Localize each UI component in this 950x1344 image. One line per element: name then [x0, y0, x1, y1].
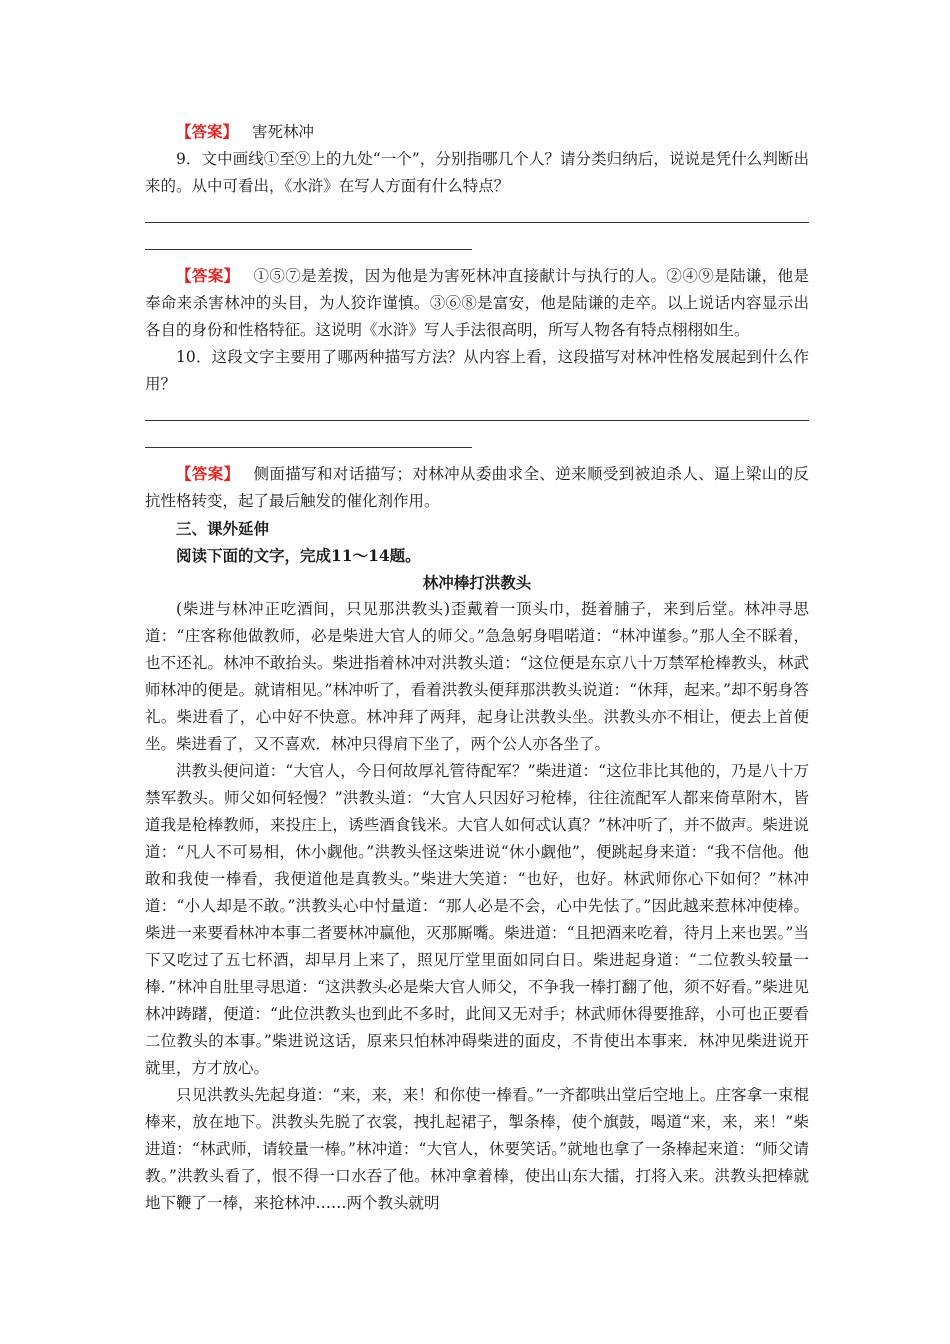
section-heading: 三、课外延伸 [176, 519, 270, 538]
instruction: 阅读下面的文字，完成11～14题。 [176, 546, 421, 565]
question-9: 9．文中画线①至⑨上的九处“一个”，分别指哪几个人？请分类归纳后，说说是凭什么判断出来的。从中可看出，《水浒》在写人方面有什么特点？ [145, 150, 809, 195]
answer-8-text: 害死林冲 [252, 123, 315, 141]
passage-paragraph: 只见洪教头先起身道：“来，来，来！和你使一棒看。”一齐都哄出堂后空地上。庄客拿一束棍棒来，放在地下。洪教头先脱了衣裳，拽扎起裙子，掣条棒，使个旗鼓，喝道“来，来，来！”柴进道：“林武师，请较量一棒。”林冲道：“大官人，休要笑话。”就地也拿了一条棒起来道：“师父请教。”洪教头看了，恨不得一口水吞了他。林冲拿着棒，使出山东大擂，打将入来。洪教头把棒就地下鞭了一棒，来抢林冲……两个教头就明 [145, 1086, 809, 1212]
document-body [145, 118, 809, 1217]
answer-tag: 【答案】 [176, 122, 239, 141]
passage-paragraph: (柴进与林冲正吃酒间，只见那洪教头)歪戴着一顶头巾，挺着脯子，来到后堂。林冲寻思道：“庄客称他做教师，必是柴进大官人的师父。”急急躬身唱喏道：“林冲谨参。”那人全不睬着，也不还礼。林冲不敢抬头。柴进指着林冲对洪教头道：“这位便是东京八十万禁军枪棒教头，林武师林冲的便是。就请相见。”林冲听了，看着洪教头便拜那洪教头说道：“休拜，起来。”却不躬身答礼。柴进看了，心中好不快意。林冲拜了两拜，起身让洪教头坐。洪教头亦不相让，便去上首便坐。柴进看了，又不喜欢．林冲只得肩下坐了，两个公人亦各坐了。 [145, 600, 809, 753]
answer-10-text: 侧面描写和对话描写；对林冲从委曲求全、逆来顺受到被迫杀人、逼上梁山的反抗性格转变，起了最后触发的催化剂作用。 [145, 465, 809, 510]
answer-10 [145, 460, 809, 515]
passage-paragraph: 洪教头便问道：“大官人，今日何故厚礼管待配军？”柴进道：“这位非比其他的，乃是八十万禁军教头。师父如何轻慢？”洪教头道：“大官人只因好习枪棒，往往流配军人都来倚草附木，皆道我是枪棒教师，来投庄上，诱些酒食钱米。大官人如何忒认真？”林冲听了，并不做声。柴进说道：“凡人不可易相，休小觑他。”洪教头怪这柴进说“休小觑他”，便跳起身来道：“我不信他。他敢和我使一棒看，我便道他是真教头。”柴进大笑道：“也好，也好。林武师你心下如何？”林冲道：“小人却是不敢。”洪教头心中忖量道：“那人必是不会，心中先怯了。”因此越来惹林冲使棒。柴进一来要看林冲本事二者要林冲赢他，灭那厮嘴。柴进道：“且把酒来吃着，待月上来也罢。”当下又吃过了五七杯酒，却早月上来了，照见厅堂里面如同白日。柴进起身道：“二位教头较量一棒．”林冲自肚里寻思道：“这洪教头必是柴大官人师父，不争我一棒打翻了他，须不好看。”柴进见林冲踌躇，便道：“此位洪教头也到此不多时，此间又无对手；林武师休得要推辞，小可也正要看二位教头的本事。”柴进说这话，原来只怕林冲碍柴进的面皮，不肯使出本事来．林冲见柴进说开就里，方才放心。 [145, 762, 809, 1077]
answer-9-text: ①⑤⑦是差拨，因为他是为害死林冲直接献计与执行的人。②④⑨是陆谦，他是奉命来杀害林冲的头目，为人狡诈谨慎。③⑥⑧是富安，他是陆谦的走卒。以上说话内容显示出各自的身份和性格特征。这说明《水浒》写人手法很高明，所写人物各有特点栩栩如生。 [145, 267, 809, 339]
answer-tag: 【答案】 [176, 464, 240, 483]
answer-tag: 【答案】 [176, 266, 240, 285]
passage-title: 林冲棒打洪教头 [422, 573, 532, 592]
answer-8 [145, 118, 809, 146]
answer-9 [145, 262, 809, 344]
question-10: 10．这段文字主要用了哪两种描写方法？从内容上看，这段描写对林冲性格发展起到什么作用？ [145, 348, 809, 393]
answer-blank-line [145, 222, 809, 223]
answer-blank-line [145, 420, 809, 421]
